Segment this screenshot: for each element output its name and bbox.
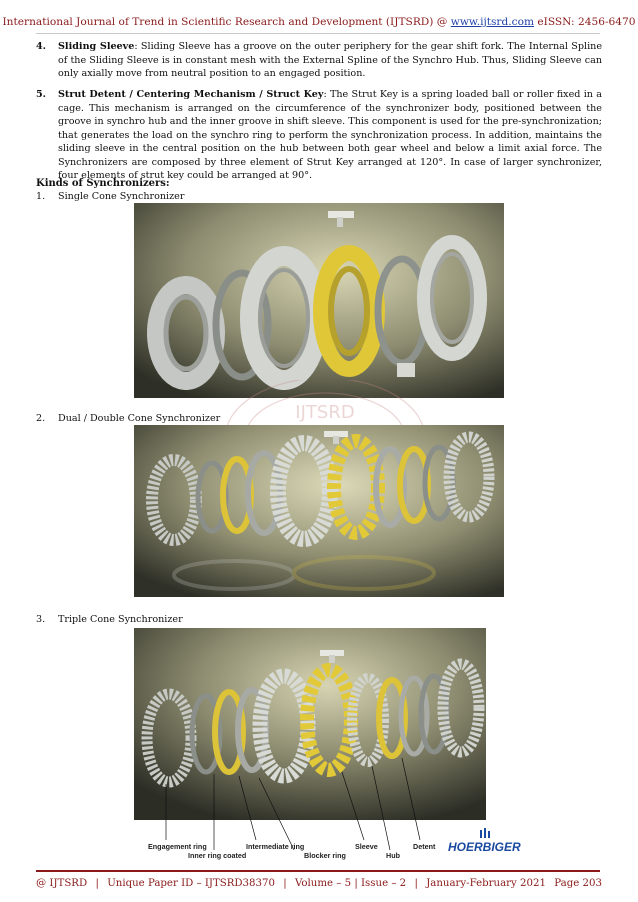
item-body: : Sliding Sleeve has a groove on the outer periphery for the gear shift fork. The Internal Spline of the Sliding Sleeve is in constant mesh with the External Spline of the Synchro Hub. Thus, Sliding Sleeve can only axially move from neutral position to an engaged position. — [58, 41, 602, 79]
header-rule — [36, 33, 600, 34]
item-number: 5. — [36, 89, 47, 100]
callout-engagement-ring: Engagement ring — [148, 842, 207, 851]
footer-sep: | — [95, 878, 99, 889]
footer-sep: | — [414, 878, 418, 889]
dual-cone-synchronizer-image — [134, 425, 504, 597]
item-strut-detent — [36, 88, 602, 183]
footer-page: Page 203 — [554, 878, 602, 889]
journal-header — [0, 16, 638, 28]
footer-site: @ IJTSRD — [36, 878, 88, 889]
footer-date: January-February 2021 — [426, 878, 546, 889]
item-number: 4. — [36, 41, 47, 52]
hoerbiger-mark-icon — [478, 828, 492, 840]
item-sliding-sleeve — [36, 40, 602, 81]
kind-text: Single Cone Synchronizer — [58, 191, 185, 202]
kind-number: 2. — [36, 413, 46, 424]
kind-text: Triple Cone Synchronizer — [58, 614, 183, 625]
journal-link[interactable]: www.ijtsrd.com — [450, 16, 534, 28]
item-term: Strut Detent / Centering Mechanism / Struct Key — [58, 89, 324, 100]
callout-hub: Hub — [386, 851, 400, 860]
kind-number: 3. — [36, 614, 46, 625]
item-body: : The Strut Key is a spring loaded ball or roller fixed in a cage. This mechanism is arranged on the circumference of the synchronizer body, positioned between the groove in synchro hub and the inner groove in shift sleeve. This component is used for the pre-synchronization; that generates the load on the synchro ring to perform the synchronization process. In addition, maintains the sliding sleeve in the central position on the hub between both gear wheel and below a limit axial force. The Synchronizers are composed by three element of Strut Key arranged at 120°. In case of larger synchronizer, four elements of strut key could be arranged at 90°. — [58, 89, 602, 181]
item-term: Sliding Sleeve — [58, 41, 135, 52]
item-text — [58, 88, 602, 183]
callout-sleeve: Sleeve — [355, 842, 378, 851]
header-text: International Journal of Trend in Scientific Research and Development (IJTSRD) @ — [2, 16, 451, 28]
hoerbiger-wordmark: HOERBIGER — [448, 840, 521, 854]
callout-blocker-ring: Blocker ring — [304, 851, 346, 860]
footer-volume: Volume – 5 | Issue – 2 — [295, 878, 407, 889]
single-cone-synchronizer-image — [134, 203, 504, 398]
kind-number: 1. — [36, 191, 46, 202]
footer-rule — [36, 870, 600, 872]
section-title: Kinds of Synchronizers: — [36, 178, 170, 189]
footer-sep: | — [283, 878, 287, 889]
header-issn: eISSN: 2456-6470 — [534, 16, 636, 28]
triple-cone-synchronizer-image — [134, 628, 486, 860]
callout-detent: Detent — [413, 842, 436, 851]
callout-intermediate-ring: Intermediate ring — [246, 842, 305, 851]
footer-paper-id: Unique Paper ID – IJTSRD38370 — [107, 878, 275, 889]
item-text — [58, 40, 602, 81]
watermark-text: IJTSRD — [295, 402, 355, 423]
kind-label-dual — [36, 413, 220, 424]
kind-text: Dual / Double Cone Synchronizer — [58, 413, 221, 424]
page-footer — [36, 878, 602, 889]
kind-label-single — [36, 191, 184, 202]
kind-label-triple — [36, 614, 183, 625]
callout-inner-ring-coated: Inner ring coated — [188, 851, 247, 860]
